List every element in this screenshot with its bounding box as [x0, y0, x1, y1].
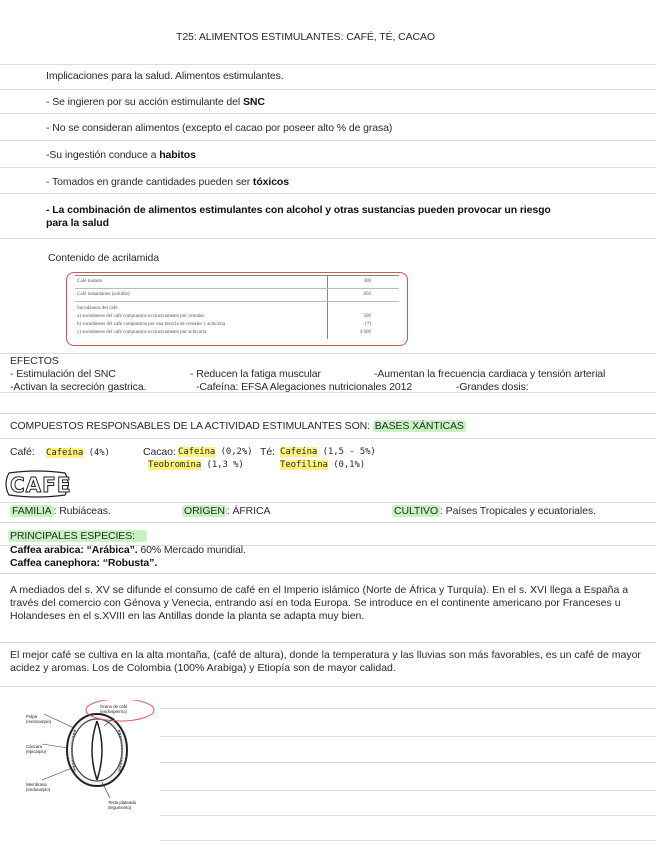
acrilamida-table	[66, 272, 408, 346]
acrilamida-row-value: (*)	[365, 322, 371, 327]
especies-heading: PRINCIPALES ESPECIES:	[8, 530, 147, 543]
acrilamida-row-value: 850	[363, 292, 371, 297]
warning-line: para la salud	[46, 217, 109, 229]
label-pulpa: Pulpa (mesocarpio)	[26, 714, 52, 724]
te-compuesto: Cafeína (1,5 - 5%)	[280, 447, 376, 457]
page-title: T25: ALIMENTOS ESTIMULANTES: CAFÉ, TÉ, CACAO	[176, 31, 435, 43]
acrilamida-row-label: c) sucedáneos del café compuestos exclusivamente por achicoria	[77, 330, 207, 335]
acrilamida-row-label: Café tostado	[77, 279, 103, 284]
implicacion-item: -Su ingestión conduce a habitos	[46, 149, 196, 161]
cafe-heading: CAFE	[6, 472, 68, 498]
implicacion-item: - Tomados en grande cantidades pueden ser tóxicos	[46, 176, 289, 188]
compuestos-heading: COMPUESTOS RESPONSABLES DE LA ACTIVIDAD ESTIMULANTES SON: BASES XÁNTICAS	[10, 420, 464, 432]
efectos-heading: EFECTOS	[10, 355, 59, 367]
cacao-label: Cacao:	[143, 446, 176, 458]
label-cascara: Cáscara (epicarpio)	[26, 744, 47, 754]
implicacion-item: - Se ingieren por su acción estimulante del SNC	[46, 96, 265, 108]
efecto-item: -Activan la secreción gastrica.	[10, 381, 147, 393]
label-grano: Grano de café (endospermo)	[100, 704, 128, 714]
acrilamida-heading: Contenido de acrilamida	[48, 252, 159, 264]
implicaciones-heading: Implicaciones para la salud. Alimentos estimulantes.	[46, 70, 284, 82]
especie-arabica: Caffea arabica: “Arábica”. 60% Mercado mundial.	[10, 544, 246, 556]
implicacion-item: - No se consideran alimentos (excepto el cacao por poseer alto % de grasa)	[46, 122, 393, 134]
acrilamida-row-label: b) sucedáneos del café compuestos por una mezcla de cereales y achicoria	[77, 322, 226, 327]
efecto-item: - Estimulación del SNC	[10, 368, 116, 380]
historia-paragraph: A mediados del s. XV se difunde el consumo de café en el Imperio islámico (Norte de África y Turquía). En el s. XVI llega a España a través del comercio con Génova y Venecia, entrando así en toda Europa. Se introduce en el continente americano por Franceses u Holandeses en el s.XVIII en las Antillas donde la planta se adapta muy bien.	[10, 584, 629, 622]
origen: ORIGEN : ÁFRICA	[184, 505, 271, 517]
acrilamida-row-value: 500	[363, 314, 371, 319]
bases-xanticas-highlight: BASES XÁNTICAS	[374, 420, 464, 432]
coffee-bean-diagram	[22, 700, 162, 812]
efecto-item: -Cafeína: EFSA Alegaciones nutricionales 2012	[196, 381, 413, 393]
efecto-item: -Grandes dosis:	[456, 381, 529, 393]
label-membrana: Membrana (endocarpio)	[26, 782, 51, 792]
acrilamida-row-label: Café instantáneo (soluble)	[77, 292, 130, 297]
te-compuesto: Teofilina (0,1%)	[280, 460, 366, 470]
especie-robusta: Caffea canephora: “Robusta”.	[10, 557, 158, 569]
cafe-label: Café:	[10, 446, 35, 458]
cafe-compuesto: Cafeína (4%)	[46, 448, 110, 458]
cultivo: CULTIVO : Países Tropicales y ecuatoriales.	[394, 505, 596, 517]
efecto-item: - Reducen la fatiga muscular	[190, 368, 321, 380]
label-testa: Testa plateada (tegumento)	[108, 800, 136, 810]
efecto-item: -Aumentan la frecuencia cardiaca y tensión arterial	[374, 368, 606, 380]
cacao-compuesto: Cafeína (0,2%)	[178, 447, 253, 457]
acrilamida-row-label: Sucedáneos del café	[77, 306, 118, 311]
te-label: Té:	[260, 446, 275, 458]
acrilamida-row-label: a) sucedáneos del café compuestos exclusivamente por cereales	[77, 314, 205, 319]
calidad-paragraph: El mejor café se cultiva en la alta montaña, (café de altura), donde la temperatura y las lluvias son más favorables, es un café de mayor acidez y aromas. Los de Colombia (100% Arabiga) y Etiopía son de mayor calidad.	[10, 649, 641, 674]
warning-line: - La combinación de alimentos estimulantes con alcohol y otras sustancias pueden provocar un riesgo	[46, 204, 551, 216]
acrilamida-row-value: 4 000	[359, 330, 371, 335]
cacao-compuesto: Teobromina (1,3 %)	[148, 460, 244, 470]
familia: FAMILIA : Rubiáceas.	[12, 505, 111, 517]
acrilamida-row-value: 400	[363, 279, 371, 284]
